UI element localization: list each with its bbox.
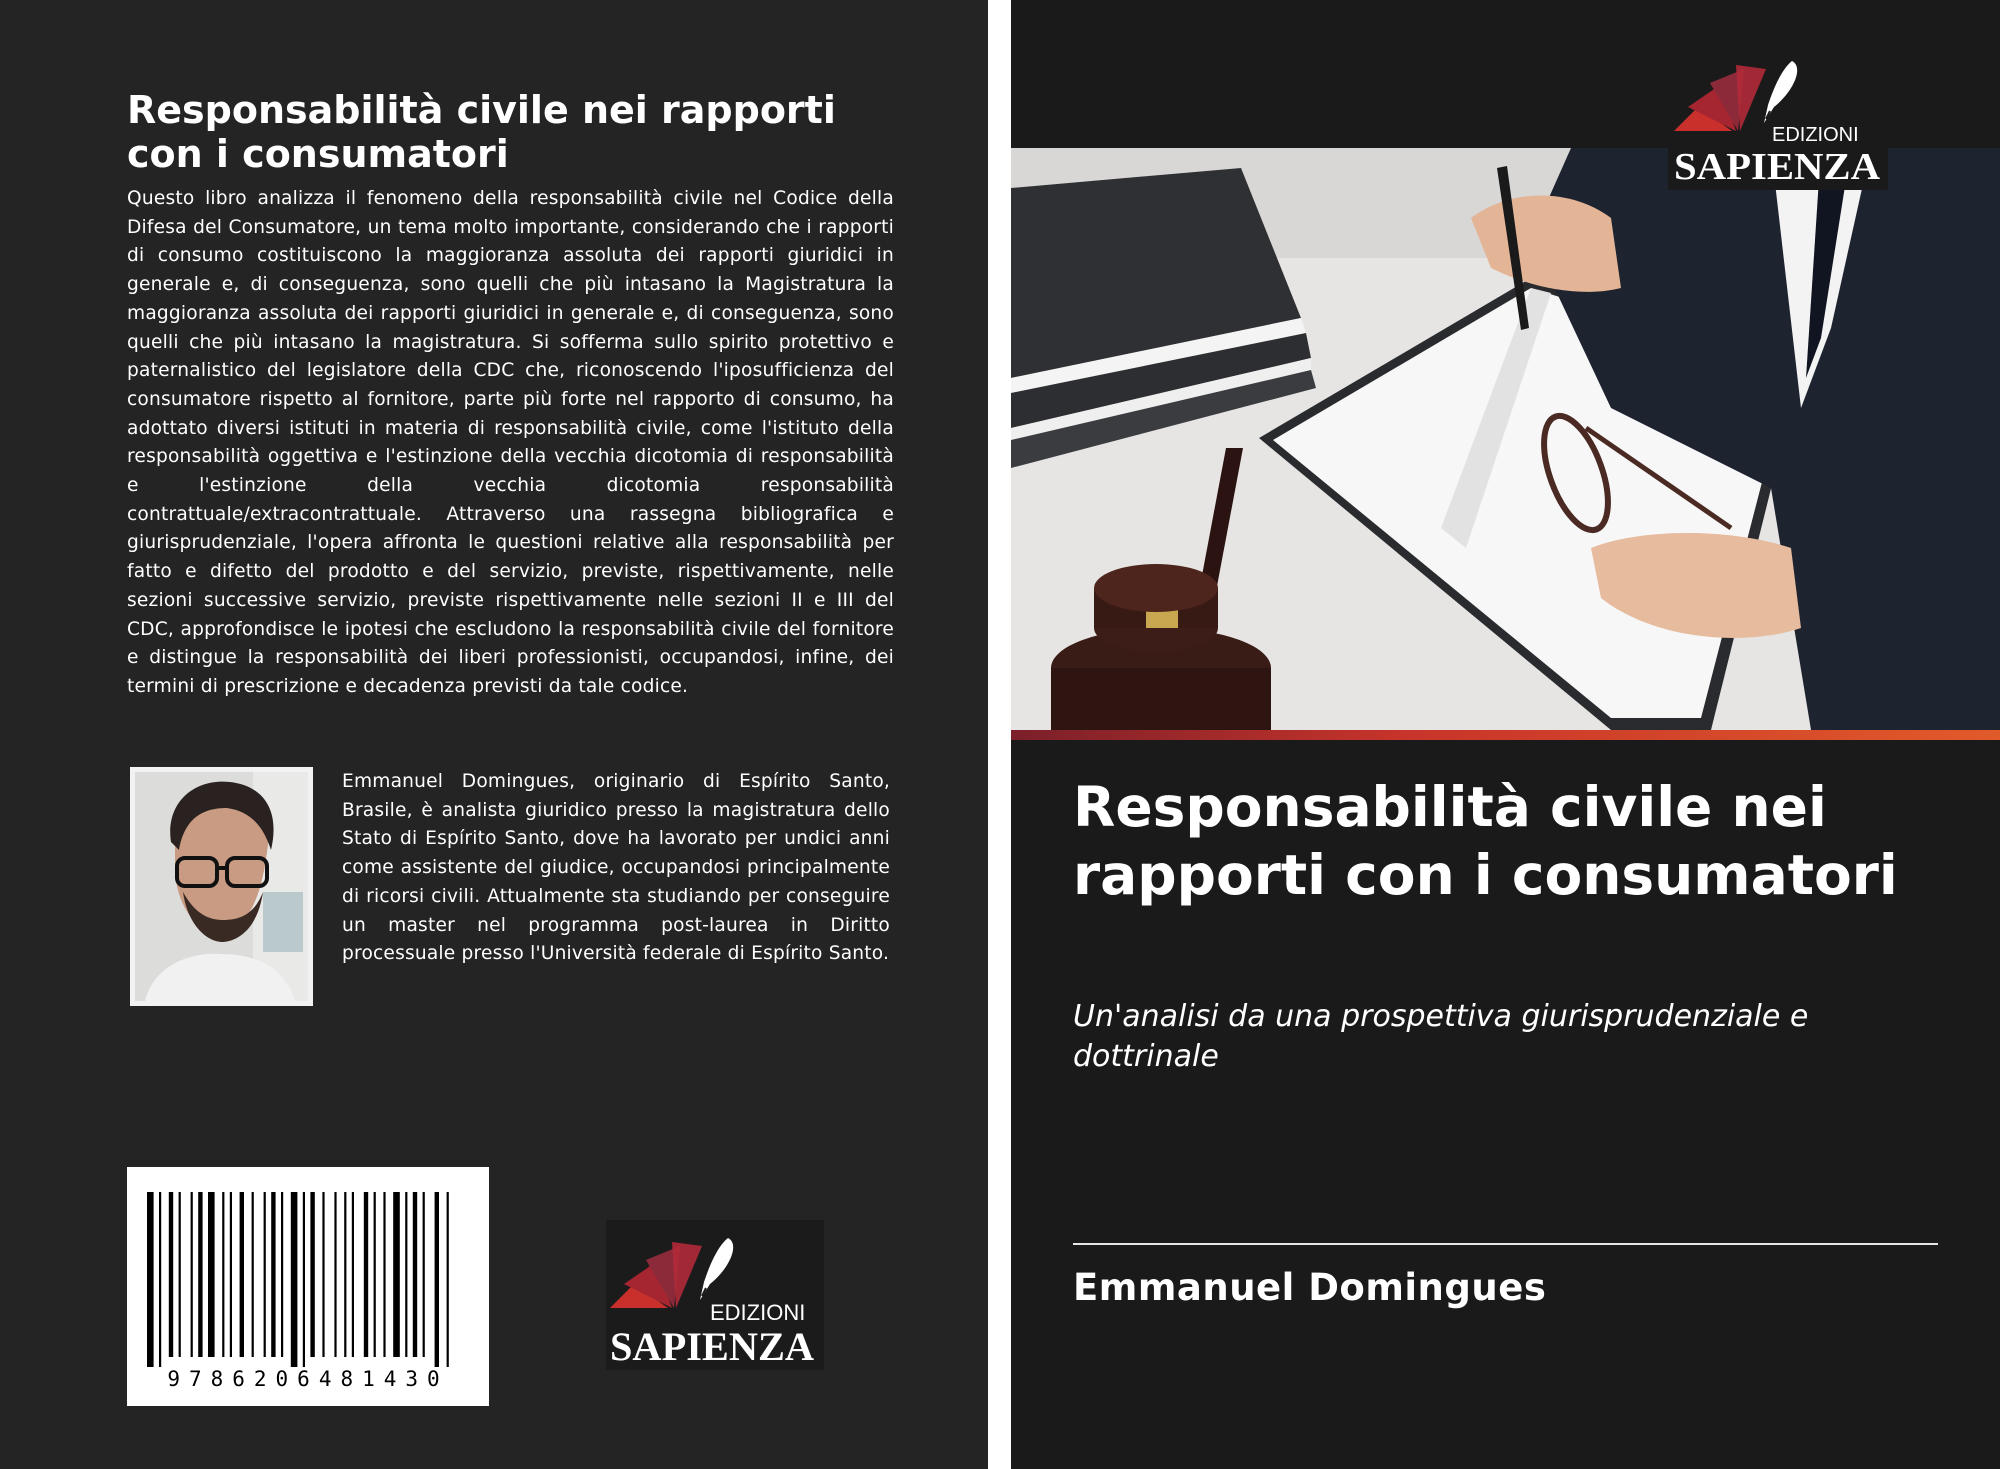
barcode-bar xyxy=(364,1192,368,1357)
author-bio: Emmanuel Domingues, originario di Espírito Santo, Brasile, è analista giuridico presso la magistratura dello Stato di Espírito Santo, dove ha lavorato per undici anni come assistente del giudice, occupandosi principalmente di ricorsi civili. Attualmente sta studiando per conseguire un master nel programma post-laurea in Diritto processuale presso l'Università federale di Espírito Santo. xyxy=(342,771,890,965)
publisher-line2: SAPIENZA xyxy=(610,1324,815,1369)
author-portrait xyxy=(130,767,313,1006)
barcode-bar xyxy=(405,1192,407,1357)
publisher-logo-back xyxy=(600,1220,830,1370)
accent-bar xyxy=(1011,730,2000,740)
barcode-bar xyxy=(208,1192,215,1357)
publisher-front-line2: SAPIENZA xyxy=(1674,146,1881,188)
back-cover-title: Responsabilità civile nei rapporti con i consumatori xyxy=(127,88,836,176)
book-description: Questo libro analizza il fenomeno della responsabilità civile nel Codice della Difesa del Consumatore, un tema molto importante, considerando che i rapporti di consumo costituiscono la maggioranza assoluta dei rapporti giuridici in generale e, di conseguenza, sono quelli che più intasano la Magistratura la maggioranza assoluta dei rapporti giuridici in generale e, di conseguenza, sono quelli che più intasano la magistratura. Si sofferma sullo spirito protettivo e paternalistico del legislatore della CDC che, riconoscendo l'iposufficienza del consumatore rispetto al fornitore, parte più forte nel rapporto di consumo, ha adottato diversi istituti in materia di responsabilità civile, come l'istituto della responsabilità oggettiva e l'estinzione della vecchia dicotomia di responsabilità e l'estinzione della vecchia dicotomia responsabilità contrattuale/extracontrattuale. Attraverso una rassegna bibliografica e giurisprudenziale, l'opera affronta le questioni relative alla responsabilità per fatto e difetto del prodotto e del servizio, previste, rispettivamente, nelle sezioni successive servizio, previste rispettivamente nelle sezioni II e III del CDC, approfondisce le ipotesi che escludono la responsabilità civile del fornitore e distingue la responsabilità dei liberi professionisti, occupandosi, infine, dei termini di prescrizione e decadenza previsti da tale codice. xyxy=(127,188,894,697)
barcode-bar xyxy=(281,1192,283,1357)
barcode-bar xyxy=(423,1192,425,1357)
spine-gap xyxy=(988,0,1011,1469)
barcode-bar xyxy=(179,1192,181,1357)
front-cover-author: Emmanuel Domingues xyxy=(1073,1266,1547,1309)
barcode-bar xyxy=(191,1192,193,1357)
barcode-bar xyxy=(222,1192,224,1357)
barcode-bar xyxy=(291,1192,298,1367)
barcode-bar xyxy=(240,1192,244,1357)
divider-line xyxy=(1073,1243,1938,1245)
barcode-bar xyxy=(322,1192,324,1357)
barcode-bar xyxy=(413,1192,417,1357)
barcode-bar xyxy=(271,1192,275,1357)
barcode-bar xyxy=(252,1192,254,1357)
barcode-bar xyxy=(352,1192,354,1357)
isbn-digits: 9786206481430 xyxy=(167,1367,449,1391)
barcode-bar xyxy=(383,1192,385,1357)
publisher-line1: EDIZIONI xyxy=(710,1300,806,1325)
barcode-bars xyxy=(127,1167,489,1372)
barcode-bar xyxy=(447,1192,449,1367)
isbn-barcode xyxy=(127,1167,489,1406)
barcode-bar xyxy=(159,1192,161,1367)
barcode-bar xyxy=(230,1192,232,1357)
front-cover-title: Responsabilità civile nei rapporti con i consumatori xyxy=(1073,775,1898,907)
barcode-bar xyxy=(169,1192,173,1357)
barcode-bar xyxy=(374,1192,376,1357)
barcode-bar xyxy=(198,1192,202,1357)
lawyer-gavel-book-photo xyxy=(1011,148,2000,730)
barcode-bar xyxy=(344,1192,346,1357)
publisher-front-line1: EDIZIONI xyxy=(1772,124,1859,146)
back-cover xyxy=(0,0,988,1469)
barcode-bar xyxy=(334,1192,336,1357)
barcode-bar xyxy=(393,1192,400,1357)
barcode-bar xyxy=(264,1192,266,1357)
barcode-bar xyxy=(435,1192,439,1367)
publisher-logo-front xyxy=(1668,55,1888,190)
barcode-bar xyxy=(147,1192,154,1367)
front-cover-subtitle: Un'analisi da una prospettiva giurisprudenziale e dottrinale xyxy=(1073,999,1809,1074)
barcode-bar xyxy=(303,1192,305,1367)
barcode-bar xyxy=(310,1192,314,1357)
